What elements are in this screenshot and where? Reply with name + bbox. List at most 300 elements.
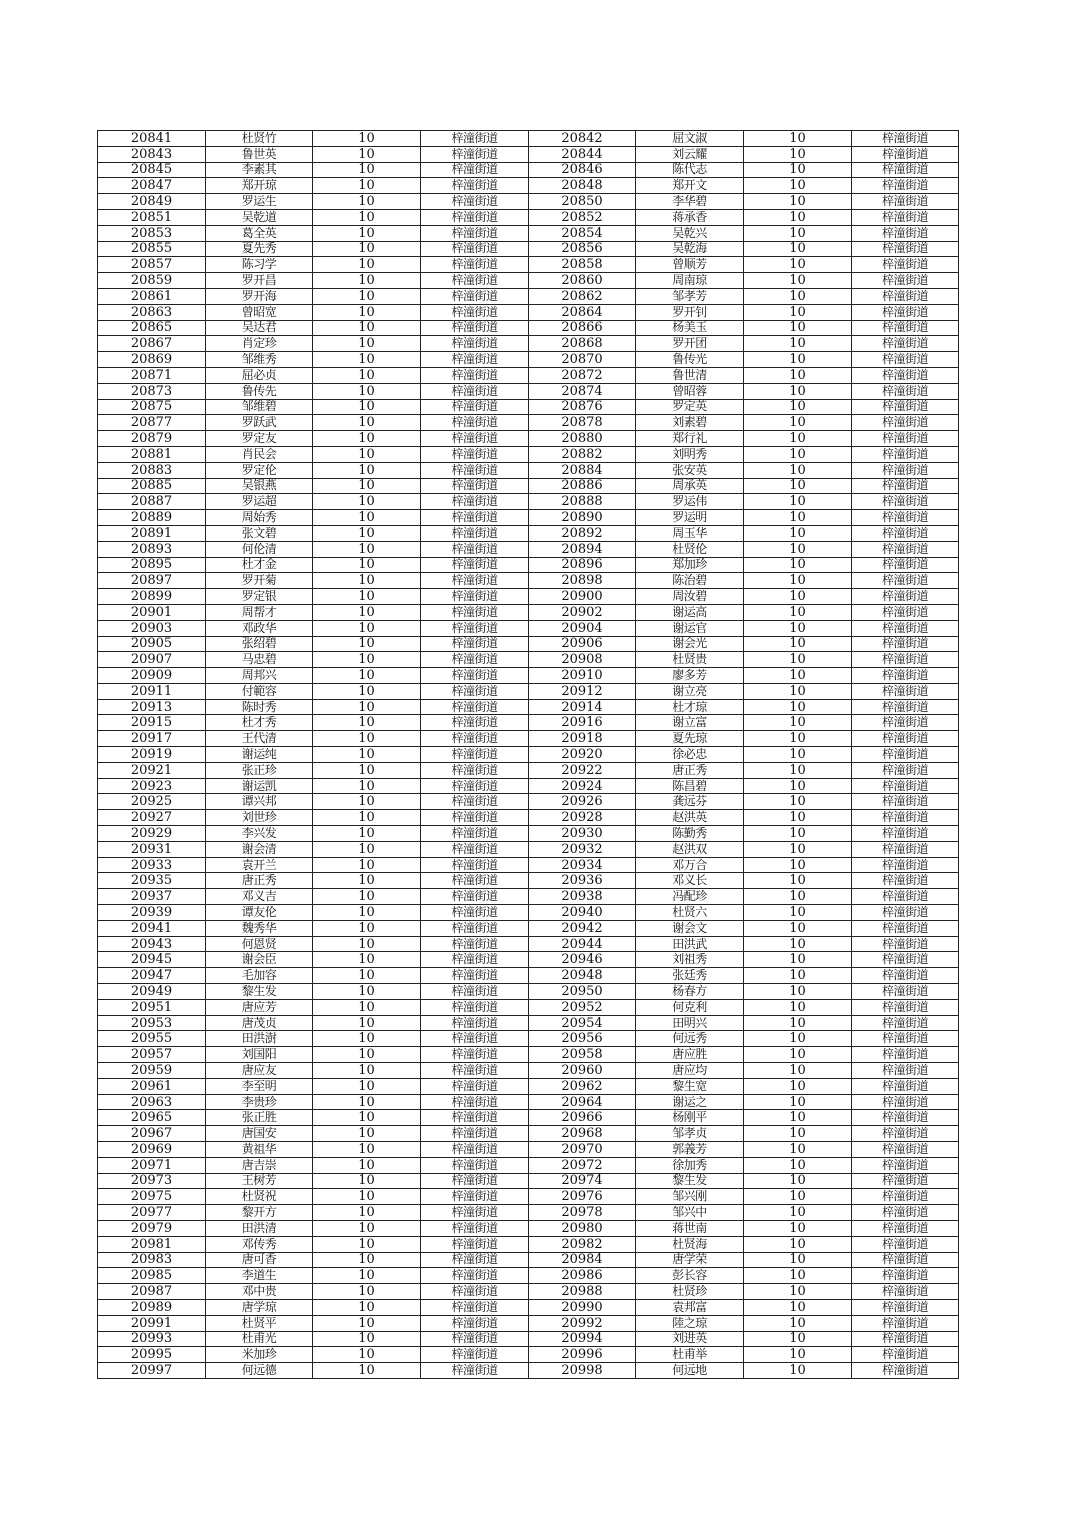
person-name-cell: 鲁世英: [206, 146, 313, 162]
person-name-cell: 黎生发: [636, 1173, 744, 1189]
street-name-cell: 梓潼街道: [421, 462, 529, 478]
amount-cell: 10: [744, 1363, 852, 1379]
street-name-cell: 梓潼街道: [421, 1142, 529, 1158]
amount-cell: 10: [744, 320, 852, 336]
table-row: [98, 652, 959, 668]
record-number-cell: 20859: [98, 273, 206, 289]
person-name-cell: 王树芳: [206, 1173, 313, 1189]
table-row: [98, 478, 959, 494]
amount-cell: 10: [313, 873, 421, 889]
person-name-cell: 杜贤祝: [206, 1189, 313, 1205]
table-row: [98, 1031, 959, 1047]
record-number-cell: 20882: [529, 446, 636, 462]
record-number-cell: 20949: [98, 984, 206, 1000]
street-name-cell: 梓潼街道: [421, 873, 529, 889]
street-name-cell: 梓潼街道: [852, 194, 959, 210]
person-name-cell: 吴乾道: [206, 209, 313, 225]
amount-cell: 10: [744, 415, 852, 431]
record-number-cell: 20990: [529, 1299, 636, 1315]
amount-cell: 10: [744, 668, 852, 684]
amount-cell: 10: [313, 178, 421, 194]
table-row: [98, 873, 959, 889]
table-row: [98, 1047, 959, 1063]
table-row: [98, 936, 959, 952]
record-number-cell: 20945: [98, 952, 206, 968]
street-name-cell: 梓潼街道: [852, 1347, 959, 1363]
record-number-cell: 20887: [98, 494, 206, 510]
amount-cell: 10: [744, 194, 852, 210]
street-name-cell: 梓潼街道: [852, 431, 959, 447]
amount-cell: 10: [313, 1252, 421, 1268]
amount-cell: 10: [744, 936, 852, 952]
person-name-cell: 王代清: [206, 731, 313, 747]
street-name-cell: 梓潼街道: [421, 1252, 529, 1268]
street-name-cell: 梓潼街道: [852, 841, 959, 857]
amount-cell: 10: [744, 873, 852, 889]
person-name-cell: 邹维碧: [206, 399, 313, 415]
record-number-cell: 20914: [529, 699, 636, 715]
record-number-cell: 20994: [529, 1331, 636, 1347]
record-number-cell: 20941: [98, 920, 206, 936]
table-row: [98, 399, 959, 415]
amount-cell: 10: [744, 1078, 852, 1094]
record-number-cell: 20883: [98, 462, 206, 478]
street-name-cell: 梓潼街道: [852, 857, 959, 873]
record-number-cell: 20973: [98, 1173, 206, 1189]
amount-cell: 10: [744, 652, 852, 668]
person-name-cell: 徐加秀: [636, 1157, 744, 1173]
record-number-cell: 20975: [98, 1189, 206, 1205]
person-name-cell: 田洪武: [636, 936, 744, 952]
amount-cell: 10: [313, 905, 421, 921]
street-name-cell: 梓潼街道: [852, 778, 959, 794]
person-name-cell: 葛全英: [206, 225, 313, 241]
person-name-cell: 鲁传光: [636, 352, 744, 368]
person-name-cell: 龚远芬: [636, 794, 744, 810]
street-name-cell: 梓潼街道: [421, 399, 529, 415]
person-name-cell: 鲁传先: [206, 383, 313, 399]
street-name-cell: 梓潼街道: [852, 984, 959, 1000]
record-number-cell: 20898: [529, 573, 636, 589]
amount-cell: 10: [313, 1268, 421, 1284]
amount-cell: 10: [744, 462, 852, 478]
person-name-cell: 谢会文: [636, 920, 744, 936]
record-number-cell: 20888: [529, 494, 636, 510]
amount-cell: 10: [313, 1157, 421, 1173]
person-name-cell: 唐吉崇: [206, 1157, 313, 1173]
street-name-cell: 梓潼街道: [421, 604, 529, 620]
person-name-cell: 夏先秀: [206, 241, 313, 257]
record-number-cell: 20900: [529, 589, 636, 605]
street-name-cell: 梓潼街道: [852, 1157, 959, 1173]
person-name-cell: 李贵珍: [206, 1094, 313, 1110]
person-name-cell: 罗运伟: [636, 494, 744, 510]
record-number-cell: 20886: [529, 478, 636, 494]
record-number-cell: 20913: [98, 699, 206, 715]
street-name-cell: 梓潼街道: [852, 620, 959, 636]
street-name-cell: 梓潼街道: [421, 225, 529, 241]
record-number-cell: 20974: [529, 1173, 636, 1189]
person-name-cell: 邓中贵: [206, 1284, 313, 1300]
table-row: [98, 968, 959, 984]
amount-cell: 10: [744, 304, 852, 320]
record-number-cell: 20916: [529, 715, 636, 731]
record-number-cell: 20991: [98, 1315, 206, 1331]
table-row: [98, 320, 959, 336]
amount-cell: 10: [313, 762, 421, 778]
record-number-cell: 20968: [529, 1126, 636, 1142]
record-number-cell: 20899: [98, 589, 206, 605]
record-number-cell: 20918: [529, 731, 636, 747]
street-name-cell: 梓潼街道: [421, 162, 529, 178]
amount-cell: 10: [313, 1189, 421, 1205]
table-row: [98, 352, 959, 368]
amount-cell: 10: [744, 731, 852, 747]
amount-cell: 10: [744, 573, 852, 589]
person-name-cell: 曾顺芳: [636, 257, 744, 273]
street-name-cell: 梓潼街道: [852, 541, 959, 557]
person-name-cell: 廖多芳: [636, 668, 744, 684]
record-number-cell: 20893: [98, 541, 206, 557]
street-name-cell: 梓潼街道: [421, 510, 529, 526]
street-name-cell: 梓潼街道: [852, 652, 959, 668]
amount-cell: 10: [744, 1236, 852, 1252]
street-name-cell: 梓潼街道: [421, 320, 529, 336]
person-name-cell: 黎生发: [206, 984, 313, 1000]
person-name-cell: 陈习学: [206, 257, 313, 273]
record-number-cell: 20965: [98, 1110, 206, 1126]
record-number-cell: 20854: [529, 225, 636, 241]
street-name-cell: 梓潼街道: [421, 920, 529, 936]
street-name-cell: 梓潼街道: [852, 1047, 959, 1063]
record-number-cell: 20902: [529, 604, 636, 620]
street-name-cell: 梓潼街道: [852, 794, 959, 810]
table-row: [98, 810, 959, 826]
amount-cell: 10: [313, 636, 421, 652]
record-number-cell: 20880: [529, 431, 636, 447]
record-number-cell: 20939: [98, 905, 206, 921]
amount-cell: 10: [744, 273, 852, 289]
record-number-cell: 20933: [98, 857, 206, 873]
street-name-cell: 梓潼街道: [852, 936, 959, 952]
street-name-cell: 梓潼街道: [421, 620, 529, 636]
street-name-cell: 梓潼街道: [421, 383, 529, 399]
street-name-cell: 梓潼街道: [852, 510, 959, 526]
amount-cell: 10: [744, 604, 852, 620]
table-row: [98, 462, 959, 478]
amount-cell: 10: [744, 952, 852, 968]
amount-cell: 10: [313, 273, 421, 289]
street-name-cell: 梓潼街道: [421, 1220, 529, 1236]
amount-cell: 10: [744, 336, 852, 352]
amount-cell: 10: [744, 636, 852, 652]
street-name-cell: 梓潼街道: [852, 889, 959, 905]
person-name-cell: 唐学琼: [206, 1299, 313, 1315]
person-name-cell: 田洪澍: [206, 1031, 313, 1047]
person-name-cell: 杜才琼: [636, 699, 744, 715]
amount-cell: 10: [744, 209, 852, 225]
record-number-cell: 20864: [529, 304, 636, 320]
amount-cell: 10: [744, 810, 852, 826]
record-number-cell: 20851: [98, 209, 206, 225]
person-name-cell: 杜才金: [206, 557, 313, 573]
person-name-cell: 唐正秀: [206, 873, 313, 889]
amount-cell: 10: [744, 1299, 852, 1315]
street-name-cell: 梓潼街道: [852, 731, 959, 747]
amount-cell: 10: [313, 1173, 421, 1189]
record-number-cell: 20841: [98, 131, 206, 147]
person-name-cell: 曾昭蓉: [636, 383, 744, 399]
person-name-cell: 周邦兴: [206, 668, 313, 684]
street-name-cell: 梓潼街道: [421, 146, 529, 162]
person-name-cell: 杜贤贵: [636, 652, 744, 668]
amount-cell: 10: [313, 541, 421, 557]
amount-cell: 10: [744, 131, 852, 147]
record-number-cell: 20985: [98, 1268, 206, 1284]
street-name-cell: 梓潼街道: [421, 336, 529, 352]
person-name-cell: 唐正秀: [636, 762, 744, 778]
amount-cell: 10: [744, 1142, 852, 1158]
street-name-cell: 梓潼街道: [421, 762, 529, 778]
amount-cell: 10: [313, 241, 421, 257]
table-row: [98, 683, 959, 699]
record-number-cell: 20970: [529, 1142, 636, 1158]
record-number-cell: 20866: [529, 320, 636, 336]
record-number-cell: 20879: [98, 431, 206, 447]
street-name-cell: 梓潼街道: [852, 1299, 959, 1315]
amount-cell: 10: [313, 131, 421, 147]
street-name-cell: 梓潼街道: [421, 1284, 529, 1300]
record-number-cell: 20904: [529, 620, 636, 636]
record-number-cell: 20987: [98, 1284, 206, 1300]
record-number-cell: 20993: [98, 1331, 206, 1347]
amount-cell: 10: [313, 1047, 421, 1063]
amount-cell: 10: [744, 510, 852, 526]
street-name-cell: 梓潼街道: [852, 668, 959, 684]
record-number-cell: 20863: [98, 304, 206, 320]
amount-cell: 10: [744, 541, 852, 557]
record-number-cell: 20923: [98, 778, 206, 794]
record-number-cell: 20940: [529, 905, 636, 921]
person-name-cell: 唐可香: [206, 1252, 313, 1268]
record-number-cell: 20946: [529, 952, 636, 968]
record-number-cell: 20876: [529, 399, 636, 415]
street-name-cell: 梓潼街道: [852, 304, 959, 320]
record-number-cell: 20932: [529, 841, 636, 857]
person-name-cell: 刘明秀: [636, 446, 744, 462]
amount-cell: 10: [313, 1110, 421, 1126]
record-number-cell: 20927: [98, 810, 206, 826]
amount-cell: 10: [744, 747, 852, 763]
street-name-cell: 梓潼街道: [421, 257, 529, 273]
street-name-cell: 梓潼街道: [852, 478, 959, 494]
amount-cell: 10: [313, 1094, 421, 1110]
person-name-cell: 何远秀: [636, 1031, 744, 1047]
street-name-cell: 梓潼街道: [421, 1331, 529, 1347]
street-name-cell: 梓潼街道: [852, 557, 959, 573]
record-number-cell: 20989: [98, 1299, 206, 1315]
street-name-cell: 梓潼街道: [852, 131, 959, 147]
person-name-cell: 张绍碧: [206, 636, 313, 652]
person-name-cell: 谢会清: [206, 841, 313, 857]
person-name-cell: 吴乾海: [636, 241, 744, 257]
person-name-cell: 杜贤海: [636, 1236, 744, 1252]
record-number-cell: 20878: [529, 415, 636, 431]
record-number-cell: 20889: [98, 510, 206, 526]
amount-cell: 10: [744, 1268, 852, 1284]
amount-cell: 10: [744, 1315, 852, 1331]
street-name-cell: 梓潼街道: [852, 1063, 959, 1079]
record-number-cell: 20972: [529, 1157, 636, 1173]
person-name-cell: 蒋世南: [636, 1220, 744, 1236]
record-number-cell: 20997: [98, 1363, 206, 1379]
record-number-cell: 20995: [98, 1347, 206, 1363]
amount-cell: 10: [313, 841, 421, 857]
record-number-cell: 20984: [529, 1252, 636, 1268]
street-name-cell: 梓潼街道: [852, 715, 959, 731]
street-name-cell: 梓潼街道: [852, 810, 959, 826]
table-row: [98, 510, 959, 526]
record-number-cell: 20862: [529, 288, 636, 304]
person-name-cell: 袁邦富: [636, 1299, 744, 1315]
amount-cell: 10: [744, 699, 852, 715]
amount-cell: 10: [313, 936, 421, 952]
record-number-cell: 20843: [98, 146, 206, 162]
amount-cell: 10: [744, 146, 852, 162]
record-number-cell: 20908: [529, 652, 636, 668]
record-number-cell: 20865: [98, 320, 206, 336]
amount-cell: 10: [313, 336, 421, 352]
record-number-cell: 20877: [98, 415, 206, 431]
person-name-cell: 罗定友: [206, 431, 313, 447]
person-name-cell: 邹维秀: [206, 352, 313, 368]
person-name-cell: 唐应芳: [206, 999, 313, 1015]
amount-cell: 10: [313, 1220, 421, 1236]
person-name-cell: 邹兴刚: [636, 1189, 744, 1205]
street-name-cell: 梓潼街道: [421, 794, 529, 810]
street-name-cell: 梓潼街道: [852, 1126, 959, 1142]
street-name-cell: 梓潼街道: [852, 1110, 959, 1126]
table-row: [98, 1363, 959, 1379]
street-name-cell: 梓潼街道: [421, 778, 529, 794]
record-number-cell: 20881: [98, 446, 206, 462]
street-name-cell: 梓潼街道: [421, 1047, 529, 1063]
person-name-cell: 徐必忠: [636, 747, 744, 763]
amount-cell: 10: [313, 889, 421, 905]
person-name-cell: 谢运官: [636, 620, 744, 636]
record-number-cell: 20988: [529, 1284, 636, 1300]
record-number-cell: 20874: [529, 383, 636, 399]
person-name-cell: 罗定银: [206, 589, 313, 605]
record-number-cell: 20853: [98, 225, 206, 241]
street-name-cell: 梓潼街道: [421, 478, 529, 494]
street-name-cell: 梓潼街道: [852, 146, 959, 162]
street-name-cell: 梓潼街道: [421, 857, 529, 873]
amount-cell: 10: [744, 1126, 852, 1142]
person-name-cell: 黎开方: [206, 1205, 313, 1221]
table-row: [98, 1157, 959, 1173]
person-name-cell: 杜贤六: [636, 905, 744, 921]
table-row: [98, 1063, 959, 1079]
amount-cell: 10: [313, 715, 421, 731]
person-name-cell: 杜才秀: [206, 715, 313, 731]
amount-cell: 10: [313, 399, 421, 415]
person-name-cell: 谢会臣: [206, 952, 313, 968]
person-name-cell: 唐应均: [636, 1063, 744, 1079]
person-name-cell: 杜贤珍: [636, 1284, 744, 1300]
record-number-cell: 20897: [98, 573, 206, 589]
record-number-cell: 20935: [98, 873, 206, 889]
person-name-cell: 刘素碧: [636, 415, 744, 431]
table-row: [98, 336, 959, 352]
table-row: [98, 1110, 959, 1126]
table-row: [98, 367, 959, 383]
amount-cell: 10: [313, 826, 421, 842]
amount-cell: 10: [744, 905, 852, 921]
amount-cell: 10: [744, 826, 852, 842]
record-number-cell: 20910: [529, 668, 636, 684]
street-name-cell: 梓潼街道: [421, 557, 529, 573]
person-name-cell: 黎生宽: [636, 1078, 744, 1094]
amount-cell: 10: [313, 194, 421, 210]
amount-cell: 10: [744, 1189, 852, 1205]
table-row: [98, 841, 959, 857]
street-name-cell: 梓潼街道: [852, 446, 959, 462]
record-number-cell: 20894: [529, 541, 636, 557]
street-name-cell: 梓潼街道: [852, 968, 959, 984]
record-number-cell: 20873: [98, 383, 206, 399]
record-number-cell: 20979: [98, 1220, 206, 1236]
record-number-cell: 20983: [98, 1252, 206, 1268]
record-number-cell: 20915: [98, 715, 206, 731]
record-number-cell: 20860: [529, 273, 636, 289]
amount-cell: 10: [744, 446, 852, 462]
street-name-cell: 梓潼街道: [421, 999, 529, 1015]
table-row: [98, 1126, 959, 1142]
table-row: [98, 525, 959, 541]
record-number-cell: 20848: [529, 178, 636, 194]
record-number-cell: 20896: [529, 557, 636, 573]
amount-cell: 10: [313, 1331, 421, 1347]
table-row: [98, 699, 959, 715]
table-row: [98, 273, 959, 289]
person-name-cell: 谢运之: [636, 1094, 744, 1110]
record-number-cell: 20996: [529, 1347, 636, 1363]
person-name-cell: 李兴发: [206, 826, 313, 842]
table-row: [98, 857, 959, 873]
person-name-cell: 周玉华: [636, 525, 744, 541]
street-name-cell: 梓潼街道: [852, 241, 959, 257]
person-name-cell: 罗开昌: [206, 273, 313, 289]
table-row: [98, 1173, 959, 1189]
record-number-cell: 20901: [98, 604, 206, 620]
street-name-cell: 梓潼街道: [421, 731, 529, 747]
amount-cell: 10: [744, 683, 852, 699]
street-name-cell: 梓潼街道: [852, 1252, 959, 1268]
amount-cell: 10: [744, 1063, 852, 1079]
street-name-cell: 梓潼街道: [852, 209, 959, 225]
record-number-cell: 20842: [529, 131, 636, 147]
street-name-cell: 梓潼街道: [421, 209, 529, 225]
person-name-cell: 李素其: [206, 162, 313, 178]
record-number-cell: 20845: [98, 162, 206, 178]
table-row: [98, 668, 959, 684]
amount-cell: 10: [744, 778, 852, 794]
record-number-cell: 20977: [98, 1205, 206, 1221]
person-name-cell: 李至明: [206, 1078, 313, 1094]
record-number-cell: 20929: [98, 826, 206, 842]
amount-cell: 10: [313, 1236, 421, 1252]
